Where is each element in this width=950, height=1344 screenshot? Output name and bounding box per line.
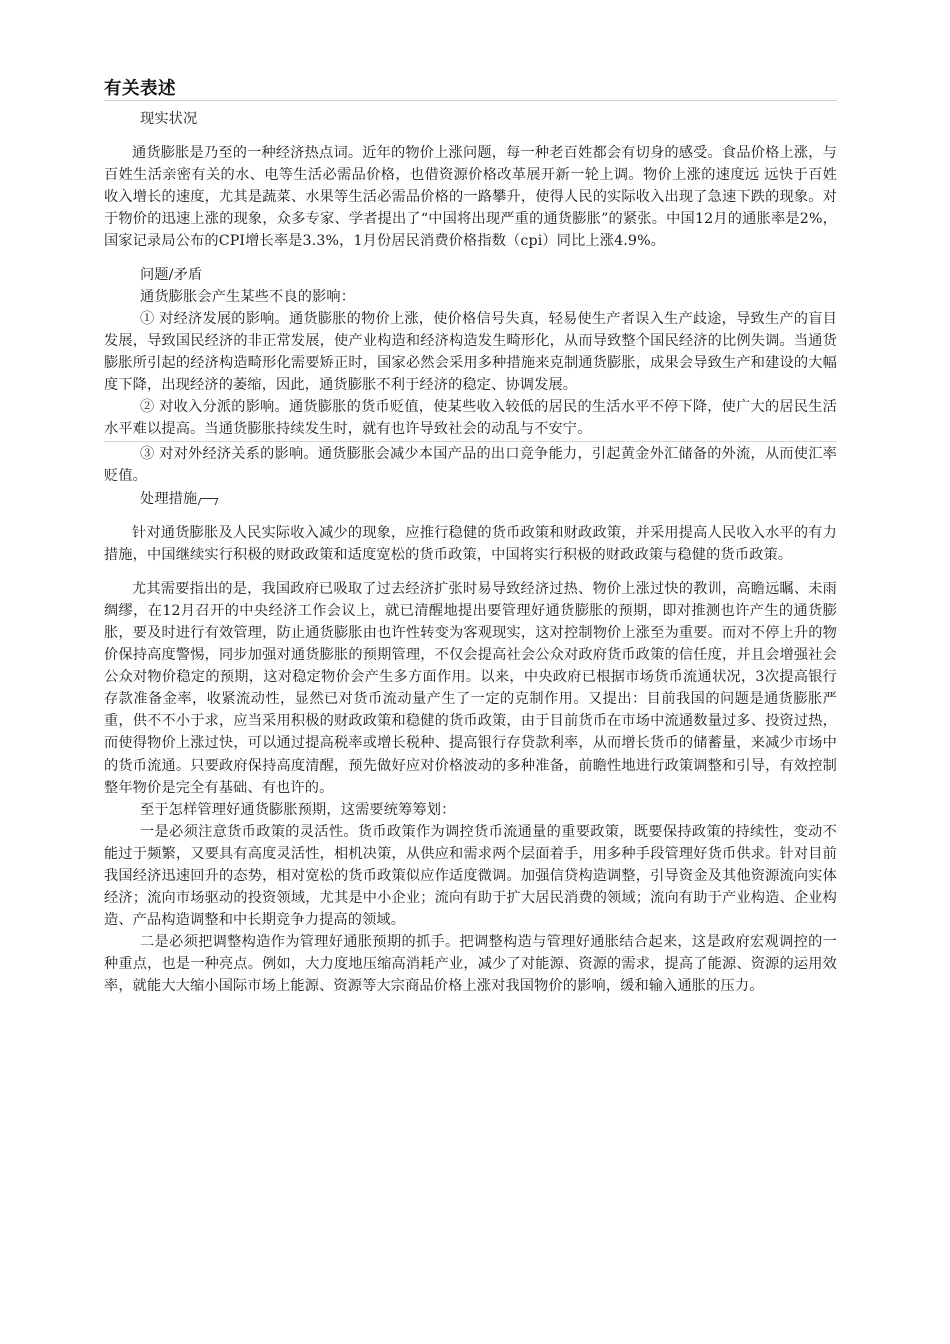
section-heading-measures-wrap bbox=[104, 488, 837, 510]
paragraph-measures-4: 一是必须注意货币政策的灵活性。货币政策作为调控货币流通量的重要政策，既要保持政策的持续性，变动不能过于频繁，又要具有高度灵活性，相机决策，从供应和需求两个层面着手，用多种手段管理好货币供求。针对目前我国经济迅速回升的态势，相对宽松的货币政策似应作适度微调。加强信贷构造调整，引导资金及其他资源流向实体经济；流向市场驱动的投资领域，尤其是中小企业；流向有助于扩大居民消费的领域；流向有助于产业构造、企业构造、产品构造调整和中长期竞争力提高的领域。 bbox=[104, 823, 837, 929]
title-divider bbox=[104, 100, 837, 101]
paragraph-measures-2: 尤其需要指出的是，我国政府已吸取了过去经济扩张时易导致经济过热、物价上涨过快的教训，高瞻远瞩、未雨绸缪，在12月召开的中央经济工作会议上，就已清醒地提出要管理好通货膨胀的预期，即对推测也许产生的通货膨胀，要及时进行有效管理，防止通货膨胀由也许性转变为客观现实，这对控制物价上涨至为重要。而对不停上升的物价保持高度警惕，同步加强对通货膨胀的预期管理，不仅会提高社会公众对政府货币政策的信任度，并且会增强社会公众对物价稳定的预期，这对稳定物价会产生多方面作用。以来，中央政府已根据市场货币流通状况，3次提高银行存款准备金率，收紧流动性，显然已对货币流动量产生了一定的克制作用。又提出：目前我国的问题是通货膨胀严重，供不不小于求，应当采用积极的财政政策和稳健的货币政策，由于目前货币在市场中流通数量过多、投资过热，而使得物价上涨过快，可以通过提高税率或增长税种、提高银行存贷款利率，从而增长货币的储蓄量，来减少市场中的货币流通。只要政府保持高度清醒，预先做好应对价格波动的多种准备，前瞻性地进行政策调整和引导，有效控制整年物价是完全有基础、有也许的。 bbox=[104, 580, 837, 796]
paragraph-current-status: 通货膨胀是乃至的一种经济热点词。近年的物价上涨问题，每一种老百姓都会有切身的感受。食品价格上涨，与百姓生活亲密有关的水、电等生活必需品价格，也借资源价格改革展开新一轮上调。物价上涨的速度远 远快于百姓收入增长的速度，尤其是蔬菜、水果等生活必需品价格的一路攀升，使得人民的实际收入出现了急速下跌的现象。对于物价的迅速上涨的现象，众多专家、学者提出了“中国将出现严重的通货膨胀”的紧张。中国12月的通胀率是2%，国家记录局公布的CPI增长率是3.3%，1月份居民消费价格指数（cpi）同比上涨4.9%。 bbox=[104, 145, 837, 250]
list-item-economic-impact: ① 对经济发展的影响。通货膨胀的物价上涨，使价格信号失真，轻易使生产者误入生产歧途，导致生产的盲目发展，导致国民经济的非正常发展，使产业构造和经济构造发生畸形化，从而导致整个国民经济的比例失调。当通货膨胀所引起的经济构造畸形化需要矫正时，国家必然会采用多种措施来克制通货膨胀，成果会导致生产和建设的大幅度下降，出现经济的萎缩，因此，通货膨胀不利于经济的稳定、协调发展。 bbox=[104, 310, 837, 394]
paragraph-problems-intro: 通货膨胀会产生某些不良的影响： bbox=[140, 288, 356, 305]
paragraph-measures-3: 至于怎样管理好通货膨胀预期，这需要统筹筹划： bbox=[140, 801, 456, 818]
section-divider bbox=[104, 441, 837, 442]
paragraph-measures-1: 针对通货膨胀及人民实际收入减少的现象，应推行稳健的货币政策和财政政策，并采用提高人民收入水平的有力措施，中国继续实行积极的财政政策和适度宽松的货币政策，中国将实行积极的财政政策与稳健的货币政策。 bbox=[104, 524, 837, 563]
list-item-income-impact: ② 对收入分派的影响。通货膨胀的货币贬值，使某些收入较低的居民的生活水平不停下降，使广大的居民生活水平难以提高。当通货膨胀持续发生时，就有也许导致社会的动乱与不安宁。 bbox=[104, 399, 837, 438]
document-title: 有关表述 bbox=[104, 79, 176, 99]
section-heading-current-status: 现实状况 bbox=[140, 111, 198, 127]
section-heading-problems: 问题/矛盾 bbox=[140, 266, 203, 283]
paragraph-measures-5: 二是必须把调整构造作为管理好通胀预期的抓手。把调整构造与管理好通胀结合起来，这是政府宏观调控的一种重点，也是一种亮点。例如，大力度地压缩高消耗产业，减少了对能源、资源的需求，提高了能源、资源的运用效率，就能大大缩小国际市场上能源、资源等大宗商品价格上涨对我国物价的影响，缓和输入通胀的压力。 bbox=[104, 934, 837, 995]
document-body bbox=[104, 108, 837, 998]
list-item-external-impact: ③ 对对外经济关系的影响。通货膨胀会减少本国产品的出口竞争能力，引起黄金外汇储备的外流，从而使汇率贬值。 bbox=[104, 446, 837, 485]
section-heading-measures: 处理措施 bbox=[140, 490, 198, 507]
edit-mark-icon bbox=[199, 495, 217, 503]
